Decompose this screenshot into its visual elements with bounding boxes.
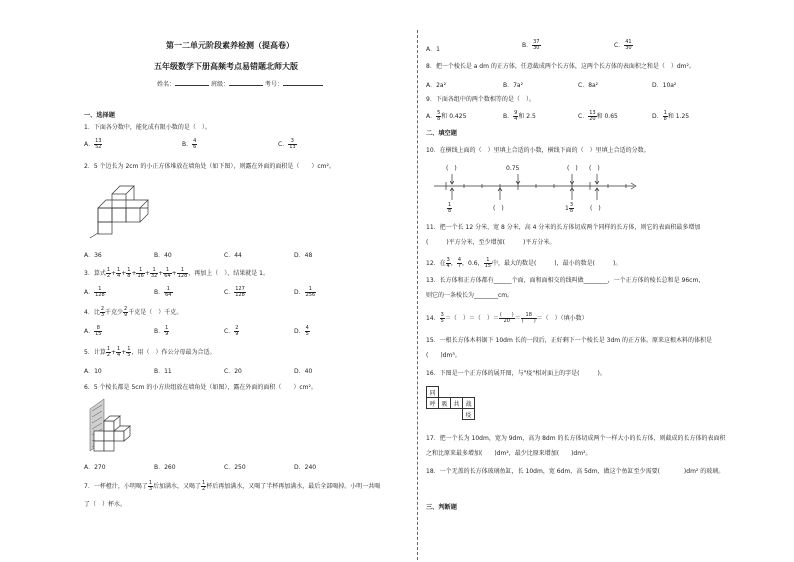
question-8: 8．把一个棱长是 a dm 的正方体，任意截成两个长方体，这两个长方体的表面积之和是（ ）dm²。 bbox=[426, 63, 695, 70]
name-field[interactable] bbox=[175, 85, 209, 86]
number-line bbox=[434, 172, 640, 204]
q1-option-c[interactable]: C． $\frac{3}{13}$ bbox=[278, 138, 296, 150]
q6-option-d[interactable]: D．240 bbox=[294, 464, 317, 471]
q5-option-b[interactable]: B．11 bbox=[154, 368, 172, 375]
question-18: 18．一个无盖的长方体玻璃鱼缸，长 10dm，宽 6dm，高 5dm，做这个鱼缸至少需要( )dm² 的玻璃。 bbox=[426, 468, 725, 475]
question-14: 14． $\frac{3}{5}$ ＝（ ）＝（ ）＝ $\frac{( )}{20}$ ＝ $\frac{18}{( )}$ ＝（ ）（填小数） bbox=[426, 312, 588, 324]
question-15-line2: ( )dm³。 bbox=[426, 352, 461, 359]
q10-top-label-2: 0.75 bbox=[506, 165, 520, 172]
question-9: 9．下面各组中的两个数相等的是（ ）。 bbox=[426, 96, 535, 103]
question-11-line2: ( )平方分米，至少增加( )平方分米。 bbox=[426, 239, 556, 246]
q9-option-c[interactable]: C． $\frac{13}{20}$ 和 0.65 bbox=[578, 110, 618, 122]
q9-option-b[interactable]: B． $\frac{9}{4}$ 和 2.5 bbox=[503, 110, 536, 122]
question-3: 3．算式 $\frac{1}{2}$ + $\frac{1}{4}$ + $\frac{1}{8}$ + $\frac{1}{16}$ + $\frac{1}{32}$ + $\frac{1}{64}$ + $\frac{1}{128}$ ，再加上（ ），结果就是 1。 bbox=[84, 267, 269, 279]
q1-option-b[interactable]: B． $\frac{4}{6}$ bbox=[182, 138, 197, 150]
class-field[interactable] bbox=[229, 85, 263, 86]
q6-option-c[interactable]: C．250 bbox=[224, 464, 246, 471]
q7-option-c[interactable]: C． $\frac{41}{30}$ bbox=[614, 39, 632, 51]
cube-stack-figure bbox=[88, 178, 158, 240]
exam-title: 第一二单元阶段素养检测（提高卷） bbox=[166, 41, 294, 50]
q10-bottom-fraction: $\frac{1}{8}$ bbox=[448, 202, 452, 214]
section-heading-judge: 三、判断题 bbox=[426, 504, 457, 511]
section-heading: 一、选择题 bbox=[84, 112, 115, 119]
q7-option-a[interactable]: A．1 bbox=[426, 46, 440, 53]
q10-bottom-blank-2[interactable]: ( ) bbox=[590, 205, 601, 212]
q10-bottom-mixed: 1 $\frac{3}{8}$ bbox=[565, 202, 574, 214]
question-13-line2: 则它的一条棱长为________cm。 bbox=[426, 292, 514, 299]
net-cell-yi: 疫 bbox=[463, 409, 475, 420]
question-7-line2: 了（ ）杯水。 bbox=[84, 501, 127, 508]
q2-option-b[interactable]: B．40 bbox=[154, 252, 172, 259]
question-2: 2．5 个边长为 2cm 的小正方体堆放在墙角处（如下图），则露在外面的面积是（ ）cm²。 bbox=[84, 163, 335, 170]
number-field[interactable] bbox=[283, 85, 323, 86]
q10-bottom-blank-1[interactable]: ( ) bbox=[493, 205, 504, 212]
q8-option-d[interactable]: D．10a² bbox=[652, 82, 677, 89]
name-label: 姓名： bbox=[157, 81, 176, 88]
q6-option-b[interactable]: B．260 bbox=[154, 464, 176, 471]
q10-top-label-4[interactable]: ( ) bbox=[589, 165, 600, 172]
question-15: 15．一根长方体木料锯下 10dm 长的一段后，正好剩下一个棱长是 3dm 的正方体。原来这根木料的体积是 bbox=[426, 337, 713, 344]
class-label: 班级： bbox=[210, 81, 229, 88]
q4-option-b[interactable]: B． $\frac{1}{9}$ bbox=[154, 325, 169, 337]
q3-option-c[interactable]: C． $\frac{127}{128}$ bbox=[224, 286, 245, 298]
question-10: 10．在横线上面的（ ）里填上合适的小数，横线下面的（ ）里填上合适的分数。 bbox=[426, 147, 650, 154]
wall-corner-cube-figure bbox=[86, 397, 136, 455]
net-cell-gong: 共 bbox=[451, 398, 463, 409]
q9-option-a[interactable]: A． $\frac{5}{8}$ 和 0.425 bbox=[426, 110, 467, 122]
q5-option-a[interactable]: A．10 bbox=[84, 368, 102, 375]
q8-option-a[interactable]: A．2a² bbox=[426, 82, 447, 89]
net-cell-xi: 吸 bbox=[439, 398, 451, 409]
section-heading-fill: 二、填空题 bbox=[426, 130, 457, 137]
question-5: 5．计算 $\frac{1}{2}$ + $\frac{1}{4}$ + $\frac{1}{5}$ ，用（ ）作公分母最为合适。 bbox=[84, 346, 216, 358]
question-7: 7．一杯橙汁，小明喝了 $\frac{1}{3}$ 后加满水，又喝了 $\frac{1}{2}$ 杯后再加满水，又喝了半杯再加满水，最后全部喝掉。小明一共喝 bbox=[84, 480, 381, 492]
question-11: 11．把一个长 12 分米，宽 8 分米，高 4 分米的长方体切成两个同样的长方体，则它的表面积最多增加 bbox=[426, 224, 701, 231]
q4-option-d[interactable]: D． $\frac{4}{5}$ bbox=[294, 325, 309, 337]
question-4: 4．比 $\frac{2}{3}$ 千克少 $\frac{2}{9}$ 千克是（ ）千克。 bbox=[84, 306, 183, 318]
q8-option-c[interactable]: C．8a² bbox=[578, 82, 599, 89]
question-17-line2: 之和比原来最多增加( )dm²，最少比原来增加( )dm²。 bbox=[426, 450, 592, 457]
question-6: 6．5 个棱长都是 5cm 的小方块组放在墙角处（如图），露在外面的面积（ ）cm²。 bbox=[84, 384, 317, 391]
q2-option-a[interactable]: A．36 bbox=[84, 252, 102, 259]
student-info-row bbox=[157, 81, 323, 89]
q8-option-b[interactable]: B．7a² bbox=[503, 82, 524, 89]
q5-option-d[interactable]: D．40 bbox=[294, 368, 313, 375]
question-13: 13．长方体和正方体都有______个面，面和面相交的线叫做________，一个正方体的棱长总和是 96cm， bbox=[426, 277, 705, 284]
q9-option-d[interactable]: D． $\frac{1}{8}$ 和 1.25 bbox=[652, 110, 690, 122]
net-cell-tong: 同 bbox=[427, 387, 439, 398]
q3-option-d[interactable]: D． $\frac{1}{256}$ bbox=[294, 286, 316, 298]
cube-net-figure bbox=[426, 386, 475, 420]
q1-option-a[interactable]: A． $\frac{13}{52}$ bbox=[84, 138, 102, 150]
q7-option-b[interactable]: B． $\frac{37}{30}$ bbox=[522, 39, 540, 51]
net-cell-hu: 呼 bbox=[427, 398, 439, 409]
column-divider bbox=[417, 30, 418, 560]
question-16: 16．下图是一个正方体的展开图，与"疫"相对面上的字是( )。 bbox=[426, 370, 606, 377]
q5-option-c[interactable]: C．20 bbox=[224, 368, 242, 375]
question-17: 17．把一个长为 10dm，宽为 9dm，高为 8dm 的长方体切成两个一样大小的长方体，则截成的长方体的表面积 bbox=[426, 435, 726, 442]
question-12: 12．在 $\frac{3}{4}$ ， $\frac{4}{7}$ ，0.6， $\frac{1}{15}$ 中，最大的数是( )，最小的数是( )。 bbox=[426, 257, 622, 269]
q6-option-a[interactable]: A．270 bbox=[84, 464, 106, 471]
number-label: 考号： bbox=[264, 81, 283, 88]
net-cell-zhan: 战 bbox=[463, 398, 475, 409]
q3-option-a[interactable]: A． $\frac{1}{128}$ bbox=[84, 286, 105, 298]
q3-option-b[interactable]: B． $\frac{1}{64}$ bbox=[154, 286, 172, 298]
exam-subtitle: 五年级数学下册高频考点易错题北师大版 bbox=[154, 62, 298, 71]
q10-top-label-1[interactable]: ( ) bbox=[446, 165, 457, 172]
q2-option-d[interactable]: D．48 bbox=[294, 252, 313, 259]
question-1: 1．下面各分数中，能化成有限小数的是（ ）。 bbox=[84, 124, 211, 131]
q10-top-label-3[interactable]: ( ) bbox=[567, 165, 578, 172]
q2-option-c[interactable]: C．44 bbox=[224, 252, 242, 259]
q4-option-a[interactable]: A． $\frac{8}{15}$ bbox=[84, 325, 102, 337]
q4-option-c[interactable]: C． $\frac{2}{9}$ bbox=[224, 325, 239, 337]
